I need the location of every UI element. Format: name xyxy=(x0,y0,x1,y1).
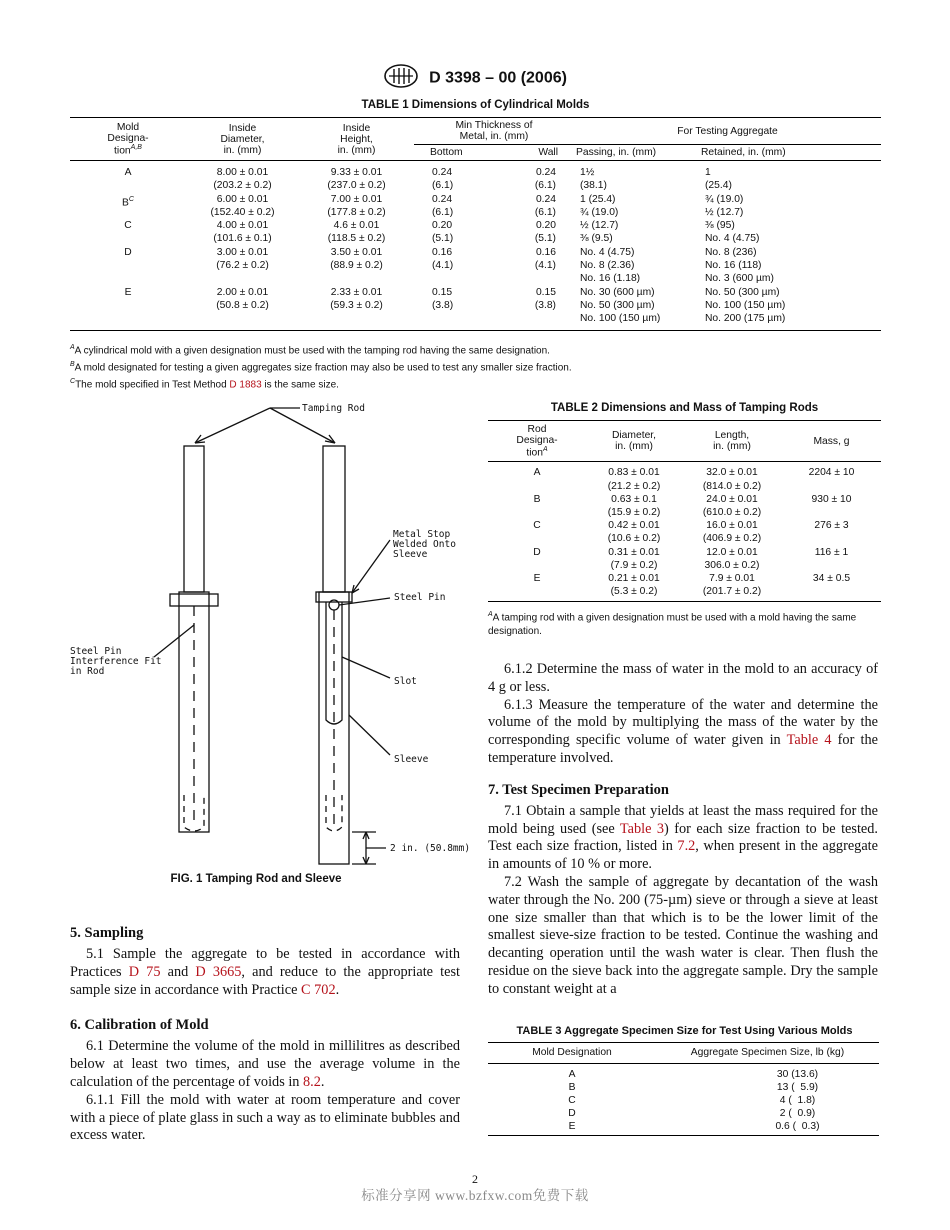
fig-label-pin-fit-2: Interference Fit xyxy=(70,656,162,667)
t1-passing-line: No. 50 (300 µm) xyxy=(580,299,655,311)
section5-heading: 5. Sampling xyxy=(70,925,144,941)
t2-cell-mass xyxy=(782,462,881,493)
t1-cell-mold xyxy=(70,193,186,220)
t1-passing-line: No. 100 (150 µm) xyxy=(580,313,661,325)
right-column xyxy=(488,661,878,999)
t1-bottom-line: (5.1) xyxy=(432,233,454,245)
t1-mold-sup: C xyxy=(128,195,134,203)
t2-cell-mass xyxy=(782,546,881,572)
t1-wall-line: (5.1) xyxy=(534,233,556,245)
table-row xyxy=(488,1064,879,1082)
t2-cell-diameter xyxy=(586,546,682,572)
t1-cell-wall xyxy=(504,286,574,330)
t2-header-mass: Mass, g xyxy=(813,435,850,447)
t1-cell-height-line: (118.5 ± 0.2) xyxy=(327,233,386,245)
t2-cell-diameter-line: (7.9 ± 0.2) xyxy=(610,559,658,571)
table3-caption: TABLE 3 Aggregate Specimen Size for Test Using Various Molds xyxy=(516,1025,853,1037)
figure1-drawing xyxy=(60,395,470,870)
t2-cell-rod-line: C xyxy=(533,520,541,532)
t2-cell-mass-line: 930 ± 10 xyxy=(811,493,852,505)
t1-header-testing: For Testing Aggregate xyxy=(574,118,881,145)
figure1-caption: FIG. 1 Tamping Rod and Sleeve xyxy=(170,873,342,885)
t1-retained-line: ⅜ (95) xyxy=(705,220,735,232)
t1-bottom-line: 0.24 xyxy=(432,193,453,205)
t1-wall-line: (4.1) xyxy=(534,260,556,272)
t1-header-min-thickness: Min Thickness of Metal, in. (mm) xyxy=(414,118,574,145)
t1-footnote-a: $^A$A cylindrical mold with a given designation must be used with the tamping rod having the same designation. xyxy=(70,344,550,357)
t1-cell-height-line: (237.0 ± 0.2) xyxy=(327,180,386,192)
t1-cell-diameter-line: (101.6 ± 0.1) xyxy=(213,233,272,245)
t1-cell-height-line: (59.3 ± 0.2) xyxy=(330,299,383,311)
t3-cell-size: 4 ( 1.8) xyxy=(779,1095,816,1106)
t1-cell-bottom xyxy=(414,193,504,220)
t1-retained-line: No. 8 (236) xyxy=(705,246,757,258)
t2-cell-mass-line: 34 ± 0.5 xyxy=(812,573,851,585)
table1-caption: TABLE 1 Dimensions of Cylindrical Molds xyxy=(361,99,590,111)
t3-header-size: Aggregate Specimen Size, lb (kg) xyxy=(690,1047,845,1058)
section7-heading: 7. Test Specimen Preparation xyxy=(488,781,669,798)
section6-heading: 6. Calibration of Mold xyxy=(70,1017,209,1034)
t1-cell-passing xyxy=(574,219,699,246)
t1-wall-line: 0.20 xyxy=(535,220,556,232)
t1-cell-height xyxy=(299,219,414,246)
t1-cell-wall xyxy=(504,161,574,193)
t1-cell-mold xyxy=(70,219,186,246)
t1-wall-line: 0.15 xyxy=(535,286,556,298)
t1-mold-letter: C xyxy=(124,220,132,232)
t1-wall-line: (6.1) xyxy=(534,180,556,192)
t3-cell-size: 30 (13.6) xyxy=(776,1069,819,1080)
t1-header-inside-diameter: Inside Diameter, in. (mm) xyxy=(186,118,299,161)
fig-label-metal-stop-2: Welded Onto xyxy=(393,539,456,550)
t1-bottom-line: 0.20 xyxy=(432,220,453,232)
t2-cell-length xyxy=(682,519,782,545)
table-row xyxy=(488,462,881,493)
document-header xyxy=(0,64,950,93)
t1-cell-diameter xyxy=(186,193,299,220)
t1-retained-line: No. 3 (600 µm) xyxy=(705,273,774,285)
t1-cell-diameter xyxy=(186,246,299,286)
link-table4[interactable]: Table 4 xyxy=(786,732,832,749)
page-number: 2 xyxy=(472,1172,478,1186)
t1-cell-diameter xyxy=(186,286,299,330)
link-8-2[interactable]: 8.2 xyxy=(303,1073,321,1090)
t1-cell-bottom xyxy=(414,161,504,193)
t2-cell-mass xyxy=(782,519,881,545)
t2-cell-length xyxy=(682,493,782,519)
t1-cell-bottom xyxy=(414,219,504,246)
t2-cell-rod-line: A xyxy=(533,467,541,479)
t1-cell-wall xyxy=(504,193,574,220)
table-row xyxy=(70,161,881,193)
para-7-2: 7.2 Wash the sample of aggregate by decantation of the wash water through the No. 200 (75-µm) sieve or through a sieve at least one size smaller than that which is to be the lower limit of the smallest sieve-size fraction to be tested. Continue the washing and decanting operation until the wash water is clear. Then flush the residue on the sieve back into the aggregate sample. Dry the sample to constant weight at a xyxy=(488,873,878,997)
t1-cell-mold xyxy=(70,246,186,286)
table-row xyxy=(70,286,881,330)
t1-retained-line: No. 16 (118) xyxy=(705,260,762,272)
t1-retained-line: No. 100 (150 µm) xyxy=(705,299,786,311)
t1-cell-bottom xyxy=(414,286,504,330)
t1-cell-height-line: 7.00 ± 0.01 xyxy=(330,193,383,205)
table-row xyxy=(488,572,881,602)
t1-header-bottom: Bottom xyxy=(430,147,463,158)
t1-bottom-line: 0.16 xyxy=(432,246,453,258)
t1-header-mold: Mold Designa- tion$^{A,B}$ xyxy=(70,118,186,161)
table-row xyxy=(488,519,881,545)
t1-cell-height-line: 3.50 ± 0.01 xyxy=(330,246,383,258)
t3-cell-mold: A xyxy=(568,1069,576,1080)
t1-passing-line: No. 8 (2.36) xyxy=(580,260,635,272)
link-c702[interactable]: C 702 xyxy=(301,981,336,998)
t1-cell-passing xyxy=(574,161,699,193)
t3-cell-size: 13 ( 5.9) xyxy=(776,1082,819,1093)
t1-passing-line: (38.1) xyxy=(580,180,607,192)
table-row xyxy=(488,1120,879,1136)
t1-mold-letter: A xyxy=(124,167,132,178)
t2-cell-length-line: 24.0 ± 0.01 xyxy=(706,493,758,505)
t2-cell-mass-line: 116 ± 1 xyxy=(814,546,849,558)
t2-cell-diameter-line: 0.42 ± 0.01 xyxy=(608,520,660,532)
t1-cell-diameter-line: (152.40 ± 0.2) xyxy=(210,206,275,218)
para-6-1-1: 6.1.1 Fill the mold with water at room temperature and cover with a piece of plate glass in such a way as to eliminate bubbles and excess water. xyxy=(70,1091,460,1144)
designation-code: D 3398 – 00 (2006) xyxy=(429,69,567,87)
t1-retained-line: ¾ (19.0) xyxy=(705,193,744,205)
t2-cell-rod xyxy=(488,462,586,493)
t2-cell-length-line: (201.7 ± 0.2) xyxy=(702,586,762,598)
left-column xyxy=(70,925,460,1145)
t2-cell-diameter-line: (10.6 ± 0.2) xyxy=(607,533,661,545)
t1-cell-diameter-line: (203.2 ± 0.2) xyxy=(213,180,272,192)
t2-cell-diameter xyxy=(586,493,682,519)
t2-cell-rod xyxy=(488,493,586,519)
footer-watermark: 标准分享网 www.bzfxw.com免费下载 xyxy=(361,1188,589,1203)
t2-cell-length-line: 7.9 ± 0.01 xyxy=(709,573,755,585)
t1-header-retained: Retained, in. (mm) xyxy=(701,147,786,158)
fig-label-metal-stop-3: Sleeve xyxy=(393,549,428,560)
table1-footnotes xyxy=(70,341,881,391)
table1 xyxy=(70,117,881,331)
t2-cell-diameter-line: 0.63 ± 0.1 xyxy=(611,493,657,505)
t1-retained-line: (25.4) xyxy=(705,180,732,192)
table-row xyxy=(70,193,881,220)
link-d3665[interactable]: D 3665 xyxy=(195,963,242,980)
t1-cell-passing xyxy=(574,193,699,220)
t2-cell-length-line: (610.0 ± 0.2) xyxy=(702,507,762,519)
t1-cell-height-line: 2.33 ± 0.01 xyxy=(330,286,383,298)
link-7-2[interactable]: 7.2 xyxy=(677,838,696,855)
para-6-1: 6.1 Determine the volume of the mold in millilitres as described below at least two times, and use the average volume in the calculation of the percentage of voids in 8.2. xyxy=(70,1038,460,1090)
t1-cell-height xyxy=(299,246,414,286)
fig-label-tamping-rod: Tamping Rod xyxy=(302,403,365,414)
t1-bottom-line: 0.15 xyxy=(432,286,453,298)
link-d75[interactable]: D 75 xyxy=(128,963,161,980)
t3-cell-mold: E xyxy=(568,1121,576,1132)
link-d1883[interactable]: D 1883 xyxy=(229,378,262,390)
t2-cell-length-line: 306.0 ± 0.2) xyxy=(704,559,760,571)
t2-cell-length-line: 12.0 ± 0.01 xyxy=(706,546,758,558)
table2-caption: TABLE 2 Dimensions and Mass of Tamping Rods xyxy=(550,402,819,414)
t1-header-passing: Passing, in. (mm) xyxy=(576,147,657,158)
t2-cell-diameter-line: (21.2 ± 0.2) xyxy=(607,480,661,492)
t1-cell-diameter-line: 3.00 ± 0.01 xyxy=(216,246,269,258)
t1-cell-passing xyxy=(574,246,699,286)
t1-cell-height-line: (177.8 ± 0.2) xyxy=(327,206,386,218)
t1-bottom-line: (4.1) xyxy=(432,260,454,272)
table-row xyxy=(488,1107,879,1120)
para-6-1-3: 6.1.3 Measure the temperature of the water and determine the volume of the mold by multiplying the mass of the water by the corresponding specific volume of water given in Table 4 for the temperature involved. xyxy=(488,696,878,766)
t1-mold-letter: D xyxy=(124,246,132,258)
t1-cell-retained xyxy=(699,161,881,193)
t2-cell-rod-line: E xyxy=(533,573,541,585)
t3-cell-mold: C xyxy=(568,1095,576,1106)
para-7-1: 7.1 Obtain a sample that yields at least the mass required for the mold being used (see Table 3) for each size fraction to be tested. Test each size fraction, listed in 7.2, when present in the aggregate in amounts of 10 % or more. xyxy=(488,802,878,873)
t1-cell-diameter xyxy=(186,161,299,193)
t1-passing-line: 1 (25.4) xyxy=(580,193,616,205)
para-6-1-2: 6.1.2 Determine the mass of water in the mold to an accuracy of 4 g or less. xyxy=(488,661,878,695)
t1-passing-line: No. 30 (600 µm) xyxy=(580,286,655,298)
t1-cell-mold xyxy=(70,161,186,193)
t1-passing-line: No. 4 (4.75) xyxy=(580,246,635,258)
t3-cell-size: 2 ( 0.9) xyxy=(779,1108,816,1119)
t3-header-mold: Mold Designation xyxy=(532,1047,612,1058)
t3-cell-mold: D xyxy=(568,1108,576,1119)
t1-cell-height-line: 4.6 ± 0.01 xyxy=(333,220,380,232)
table-row xyxy=(70,246,881,286)
t1-retained-line: No. 4 (4.75) xyxy=(705,233,760,245)
t1-cell-diameter-line: (50.8 ± 0.2) xyxy=(216,299,269,311)
t1-retained-line: No. 200 (175 µm) xyxy=(705,313,786,325)
t1-passing-line: ¾ (19.0) xyxy=(580,206,619,218)
t2-cell-mass-line: 276 ± 3 xyxy=(814,520,849,532)
fig-label-metal-stop-1: Metal Stop xyxy=(393,529,451,540)
table-row xyxy=(488,493,881,519)
t3-cell-size: 0.6 ( 0.3) xyxy=(775,1121,820,1132)
t1-bottom-line: (3.8) xyxy=(432,299,454,311)
t2-cell-rod-line: B xyxy=(533,493,541,505)
t1-wall-line: 0.24 xyxy=(535,193,556,205)
t1-cell-height xyxy=(299,193,414,220)
t1-retained-line: ½ (12.7) xyxy=(705,206,744,218)
t2-cell-diameter xyxy=(586,519,682,545)
t1-cell-retained xyxy=(699,219,881,246)
link-table3[interactable]: Table 3 xyxy=(619,820,665,837)
t1-cell-diameter-line: 8.00 ± 0.01 xyxy=(216,167,269,178)
astm-logo-icon xyxy=(383,64,419,93)
t1-cell-mold xyxy=(70,286,186,330)
t1-wall-line: 0.24 xyxy=(535,167,556,178)
t2-cell-length xyxy=(682,462,782,493)
table-row xyxy=(488,1094,879,1107)
t2-cell-diameter xyxy=(586,462,682,493)
t1-header-inside-height: Inside Height, in. (mm) xyxy=(299,118,414,161)
t1-footnote-b: $^B$A mold designated for testing a given aggregates size fraction may also be used to test any smaller size fraction. xyxy=(70,360,572,374)
t1-passing-line: ⅜ (9.5) xyxy=(580,233,613,245)
table-row xyxy=(70,219,881,246)
t1-cell-retained xyxy=(699,286,881,330)
t2-cell-length-line: 16.0 ± 0.01 xyxy=(706,520,758,532)
fig-label-pin-fit-3: in Rod xyxy=(70,666,105,677)
t1-wall-line: (3.8) xyxy=(534,299,556,311)
t2-cell-diameter-line: 0.31 ± 0.01 xyxy=(608,546,660,558)
t3-cell-mold: B xyxy=(568,1082,576,1093)
fig-label-slot: Slot xyxy=(394,676,417,687)
fig-label-steel-pin: Steel Pin xyxy=(394,592,446,603)
t1-cell-height-line: (88.9 ± 0.2) xyxy=(330,260,383,272)
table-row xyxy=(488,546,881,572)
t2-cell-mass xyxy=(782,493,881,519)
t1-cell-height xyxy=(299,161,414,193)
table3 xyxy=(488,1042,879,1136)
t2-cell-diameter-line: (5.3 ± 0.2) xyxy=(610,586,658,598)
t2-footnote: $^A$A tamping rod with a given designation must be used with a mold having the same designation. xyxy=(488,611,857,637)
t2-cell-length xyxy=(682,572,782,602)
t2-cell-rod xyxy=(488,546,586,572)
t1-header-wall: Wall xyxy=(538,147,558,158)
t1-cell-retained xyxy=(699,246,881,286)
t2-cell-rod-line: D xyxy=(533,546,541,558)
t2-cell-diameter xyxy=(586,572,682,602)
t1-wall-line: (6.1) xyxy=(534,206,556,218)
t2-cell-length-line: (406.9 ± 0.2) xyxy=(702,533,762,545)
t1-passing-line: No. 16 (1.18) xyxy=(580,273,641,285)
t1-cell-bottom xyxy=(414,246,504,286)
t2-cell-diameter-line: 0.83 ± 0.01 xyxy=(608,467,660,479)
t2-header-rod: Rod Designa- tion$^A$ xyxy=(516,424,558,459)
t1-wall-line: 0.16 xyxy=(535,246,556,258)
fig-label-sleeve: Sleeve xyxy=(394,754,429,765)
t1-cell-retained xyxy=(699,193,881,220)
table2 xyxy=(488,420,881,602)
t1-bottom-line: (6.1) xyxy=(432,180,454,192)
t1-cell-diameter-line: 6.00 ± 0.01 xyxy=(216,193,269,205)
t1-mold-letter: B xyxy=(122,197,129,209)
t1-mold-letter: E xyxy=(124,286,132,298)
t1-passing-line: 1½ xyxy=(580,167,595,178)
t2-cell-mass-line: 2204 ± 10 xyxy=(808,467,855,479)
t2-cell-length-line: (814.0 ± 0.2) xyxy=(702,480,762,492)
t2-cell-length xyxy=(682,546,782,572)
t2-cell-length-line: 32.0 ± 0.01 xyxy=(706,467,758,479)
t2-cell-rod xyxy=(488,519,586,545)
t1-cell-diameter xyxy=(186,219,299,246)
t1-cell-height-line: 9.33 ± 0.01 xyxy=(330,167,383,178)
t1-footnote-c: $^C$The mold specified in Test Method D 1883 is the same size. xyxy=(70,377,339,390)
fig-label-pin-fit-1: Steel Pin xyxy=(70,646,122,657)
t1-cell-diameter-line: (76.2 ± 0.2) xyxy=(216,260,269,272)
t1-cell-wall xyxy=(504,246,574,286)
t2-cell-rod xyxy=(488,572,586,602)
t2-cell-diameter-line: (15.9 ± 0.2) xyxy=(607,507,661,519)
t1-retained-line: No. 50 (300 µm) xyxy=(705,286,780,298)
t1-cell-height xyxy=(299,286,414,330)
t1-retained-line: 1 xyxy=(705,167,711,178)
t1-cell-wall xyxy=(504,219,574,246)
t1-cell-diameter-line: 4.00 ± 0.01 xyxy=(216,220,269,232)
t2-cell-diameter-line: 0.21 ± 0.01 xyxy=(608,573,660,585)
t2-header-length: Length, in. (mm) xyxy=(713,430,751,453)
fig-label-dimension: 2 in. (50.8mm) xyxy=(390,843,470,854)
t2-header-diameter: Diameter, in. (mm) xyxy=(611,430,657,453)
t2-cell-mass xyxy=(782,572,881,602)
t1-cell-passing xyxy=(574,286,699,330)
para-5-1: 5.1 Sample the aggregate to be tested in accordance with Practices D 75 and D 3665, and reduce to the appropriate test sample size in accordance with Practice C 702. xyxy=(70,946,460,998)
table-row xyxy=(488,1081,879,1094)
t1-cell-diameter-line: 2.00 ± 0.01 xyxy=(216,286,269,298)
t1-passing-line: ½ (12.7) xyxy=(580,220,619,232)
t1-bottom-line: 0.24 xyxy=(432,167,453,178)
t1-bottom-line: (6.1) xyxy=(432,206,454,218)
